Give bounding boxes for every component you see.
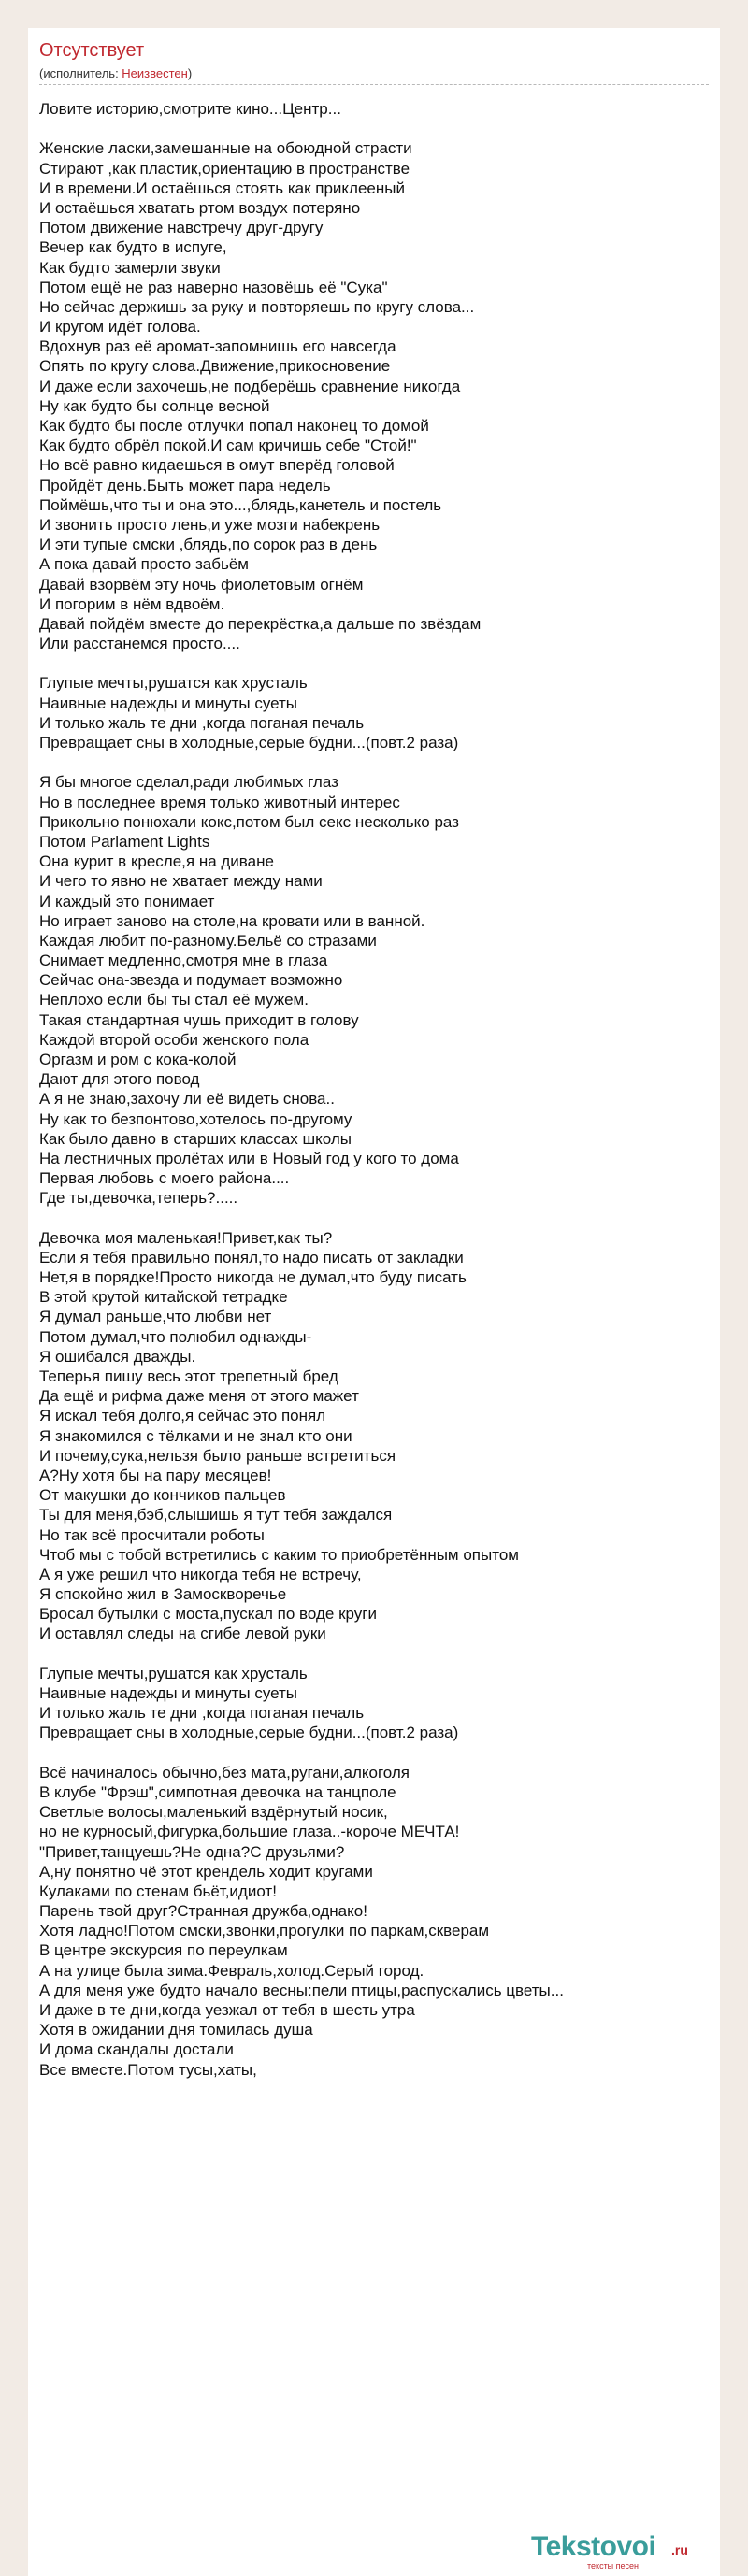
lyrics-line: А для меня уже будто начало весны:пели птицы,распускались цветы... xyxy=(39,1981,564,1999)
lyrics-line: И даже если захочешь,не подберёшь сравнение никогда xyxy=(39,377,461,395)
lyrics-line: Я бы многое сделал,ради любимых глаз xyxy=(39,773,338,792)
lyrics-line: Девочка моя маленькая!Привет,как ты? xyxy=(39,1228,333,1247)
lyrics-line: В центре экскурсия по переулкам xyxy=(39,1941,288,1960)
lyrics-line: Хотя ладно!Потом смски,звонки,прогулки по паркам,скверам xyxy=(39,1922,490,1940)
lyrics-line: Как будто обрёл покой.И сам кричишь себе "Стой!" xyxy=(39,436,417,455)
lyrics-line: Первая любовь с моего района.... xyxy=(39,1169,290,1188)
lyrics-line: Как было давно в старших классах школы xyxy=(39,1129,352,1148)
artist-line xyxy=(39,67,192,79)
lyrics-line: Как будто замерли звуки xyxy=(39,258,221,277)
lyrics-line: И оставлял следы на сгибе левой руки xyxy=(39,1624,326,1643)
lyrics-line: Все вместе.Потом тусы,хаты, xyxy=(39,2060,257,2079)
lyrics-line: Дают для этого повод xyxy=(39,1070,200,1089)
lyrics-line: Прикольно понюхали кокс,потом был секс несколько раз xyxy=(39,812,459,831)
lyrics-line: И эти тупые смски ,блядь,по сорок раз в день xyxy=(39,536,378,554)
lyrics-blank-line xyxy=(39,1209,712,1228)
lyrics-line: Потом движение навстречу друг-другу xyxy=(39,219,324,237)
lyrics-line: Она курит в кресле,я на диване xyxy=(39,852,274,871)
artist-prefix: (исполнитель: xyxy=(39,66,122,80)
lyrics-line: Наивные надежды и минуты суеты xyxy=(39,694,298,712)
lyrics-line: Давай взорвём эту ночь фиолетовым огнём xyxy=(39,575,364,594)
lyrics-blank-line xyxy=(39,653,712,673)
lyrics-line: Ты для меня,бэб,слышишь я тут тебя заждался xyxy=(39,1506,393,1524)
lyrics-line: В этой крутой китайской тетрадке xyxy=(39,1288,288,1307)
lyrics-line: И чего то явно не хватает между нами xyxy=(39,872,323,891)
lyrics-line: И дома скандалы достали xyxy=(39,2040,234,2059)
lyrics-line: Каждая любит по-разному.Бельё со стразами xyxy=(39,931,377,950)
lyrics-line: Светлые волосы,маленький вздёрнутый носик, xyxy=(39,1803,388,1822)
lyrics-line: А пока давай просто забьём xyxy=(39,555,249,574)
lyrics-line: Да ещё и рифма даже меня от этого мажет xyxy=(39,1387,359,1406)
lyrics-line: Глупые мечты,рушатся как хрусталь xyxy=(39,674,308,693)
lyrics-text xyxy=(39,99,712,2080)
lyrics-line: И звонить просто лень,и уже мозги набекрень xyxy=(39,515,381,534)
lyrics-line: Опять по кругу слова.Движение,прикосновение xyxy=(39,357,391,376)
logo-domain: .ru xyxy=(671,2542,688,2557)
lyrics-line: Вечер как будто в испуге, xyxy=(39,238,227,257)
lyrics-line: Пройдёт день.Быть может пара недель xyxy=(39,476,331,494)
lyrics-line: Вдохнув раз её аромат-запомнишь его навсегда xyxy=(39,337,396,356)
lyrics-line: А я уже решил что никогда тебя не встречу, xyxy=(39,1565,362,1583)
lyrics-line: Ну как то безпонтово,хотелось по-другому xyxy=(39,1109,352,1128)
lyrics-line: Теперья пишу весь этот трепетный бред xyxy=(39,1367,338,1385)
lyrics-line: Ловите историю,смотрите кино...Центр... xyxy=(39,100,341,118)
lyrics-line: Такая стандартная чушь приходит в голову xyxy=(39,1010,359,1029)
lyrics-line: Но в последнее время только животный интерес xyxy=(39,793,400,811)
lyrics-line: Но так всё просчитали роботы xyxy=(39,1525,265,1544)
lyrics-line: Парень твой друг?Странная дружба,однако! xyxy=(39,1902,367,1921)
lyrics-line: Сейчас она-звезда и подумает возможно xyxy=(39,971,343,990)
lyrics-line: На лестничных пролётах или в Новый год у кого то дома xyxy=(39,1149,459,1167)
lyrics-line: Я ошибался дважды. xyxy=(39,1347,196,1366)
lyrics-line: Поймёшь,что ты и она это...,блядь,канетель и постель xyxy=(39,495,442,514)
lyrics-blank-line xyxy=(39,1743,712,1763)
lyrics-line: Если я тебя правильно понял,то надо писать от закладки xyxy=(39,1248,464,1267)
lyrics-line: Наивные надежды и минуты суеты xyxy=(39,1684,298,1702)
lyrics-line: Но сейчас держишь за руку и повторяешь по кругу слова... xyxy=(39,297,475,316)
lyrics-line: От макушки до кончиков пальцев xyxy=(39,1486,286,1505)
lyrics-line: И в времени.И остаёшься стоять как приклееный xyxy=(39,179,405,197)
lyrics-line: А на улице была зима.Февраль,холод.Серый город. xyxy=(39,1961,424,1980)
lyrics-line: Я думал раньше,что любви нет xyxy=(39,1308,272,1326)
lyrics-line: Или расстанемся просто.... xyxy=(39,635,240,653)
lyrics-line: Глупые мечты,рушатся как хрусталь xyxy=(39,1664,308,1682)
lyrics-line: И почему,сука,нельзя было раньше встретиться xyxy=(39,1446,396,1465)
header-divider xyxy=(39,84,709,85)
lyrics-line: И остаёшься хватать ртом воздух потеряно xyxy=(39,198,361,217)
lyrics-line: Хотя в ожидании дня томилась душа xyxy=(39,2021,313,2039)
lyrics-line: Чтоб мы с тобой встретились с каким то приобретённым опытом xyxy=(39,1545,519,1564)
lyrics-blank-line xyxy=(39,1644,712,1664)
lyrics-line: Всё начиналось обычно,без мата,ругани,алкоголя xyxy=(39,1763,410,1782)
lyrics-line: "Привет,танцуешь?Не одна?С друзьями? xyxy=(39,1842,345,1861)
lyrics-line: Превращает сны в холодные,серые будни...(повт.2 раза) xyxy=(39,1724,459,1742)
logo-wordmark: Tekstovoi xyxy=(531,2531,656,2562)
lyrics-line: Потом думал,что полюбил однажды- xyxy=(39,1327,312,1346)
lyrics-line: А я не знаю,захочу ли её видеть снова.. xyxy=(39,1090,335,1109)
lyrics-line: Но всё равно кидаешься в омут вперёд головой xyxy=(39,456,395,475)
lyrics-line: Я знакомился с тёлками и не знал кто они xyxy=(39,1426,352,1445)
lyrics-line: И только жаль те дни ,когда поганая печаль xyxy=(39,713,365,732)
lyrics-line: Но играет заново на столе,на кровати или в ванной. xyxy=(39,911,425,930)
lyrics-line: Я искал тебя долго,я сейчас это понял xyxy=(39,1407,326,1425)
site-logo[interactable] xyxy=(531,2533,718,2574)
lyrics-line: И даже в те дни,когда уезжал от тебя в шесть утра xyxy=(39,2001,415,2019)
lyrics-line: Снимает медленно,смотря мне в глаза xyxy=(39,952,328,970)
lyrics-line: Неплохо если бы ты стал её мужем. xyxy=(39,991,309,1009)
lyrics-line: Кулаками по стенам бьёт,идиот! xyxy=(39,1882,277,1900)
lyrics-line: Стирают ,как пластик,ориентацию в пространстве xyxy=(39,159,410,178)
lyrics-line: Оргазм и ром с кока-колой xyxy=(39,1051,237,1068)
lyrics-line: Давай пойдём вместе до перекрёстка,а дальше по звёздам xyxy=(39,614,482,633)
lyrics-line: Потом ещё не раз наверно назовёшь её "Сука" xyxy=(39,278,388,296)
lyrics-line: И погорим в нём вдвоём. xyxy=(39,594,225,613)
lyrics-line: В клубе "Фрэш",симпотная девочка на танцполе xyxy=(39,1782,396,1801)
lyrics-page xyxy=(28,28,720,2576)
lyrics-line: Превращает сны в холодные,серые будни...(повт.2 раза) xyxy=(39,734,459,751)
lyrics-line: И кругом идёт голова. xyxy=(39,318,201,336)
lyrics-blank-line xyxy=(39,119,712,138)
lyrics-line: И каждый это понимает xyxy=(39,892,215,910)
lyrics-line: Бросал бутылки с моста,пускал по воде круги xyxy=(39,1605,377,1624)
lyrics-line: Где ты,девочка,теперь?..... xyxy=(39,1189,238,1208)
lyrics-blank-line xyxy=(39,752,712,772)
artist-link[interactable]: Неизвестен xyxy=(122,66,188,80)
lyrics-line: А?Ну хотя бы на пару месяцев! xyxy=(39,1466,272,1484)
lyrics-line: Я спокойно жил в Замоскворечье xyxy=(39,1585,287,1604)
lyrics-line: Как будто бы после отлучки попал наконец то домой xyxy=(39,417,429,435)
lyrics-line: Женские ласки,замешанные на обоюдной страсти xyxy=(39,139,412,158)
lyrics-line: И только жаль те дни ,когда поганая печаль xyxy=(39,1704,365,1723)
logo-tagline: тексты песен xyxy=(587,2561,640,2570)
lyrics-line: Каждой второй особи женского пола xyxy=(39,1030,309,1049)
lyrics-line: Нет,я в порядке!Просто никогда не думал,что буду писать xyxy=(39,1268,467,1287)
lyrics-line: Потом Parlament Lights xyxy=(39,832,210,851)
song-title: Отсутствует xyxy=(39,40,145,61)
lyrics-line: Ну как будто бы солнце весной xyxy=(39,396,270,415)
artist-suffix: ) xyxy=(187,66,193,80)
lyrics-line: но не курносый,фигурка,большие глаза..-короче МЕЧТА! xyxy=(39,1823,460,1841)
lyrics-line: А,ну понятно чё этот крендель ходит кругами xyxy=(39,1862,373,1881)
